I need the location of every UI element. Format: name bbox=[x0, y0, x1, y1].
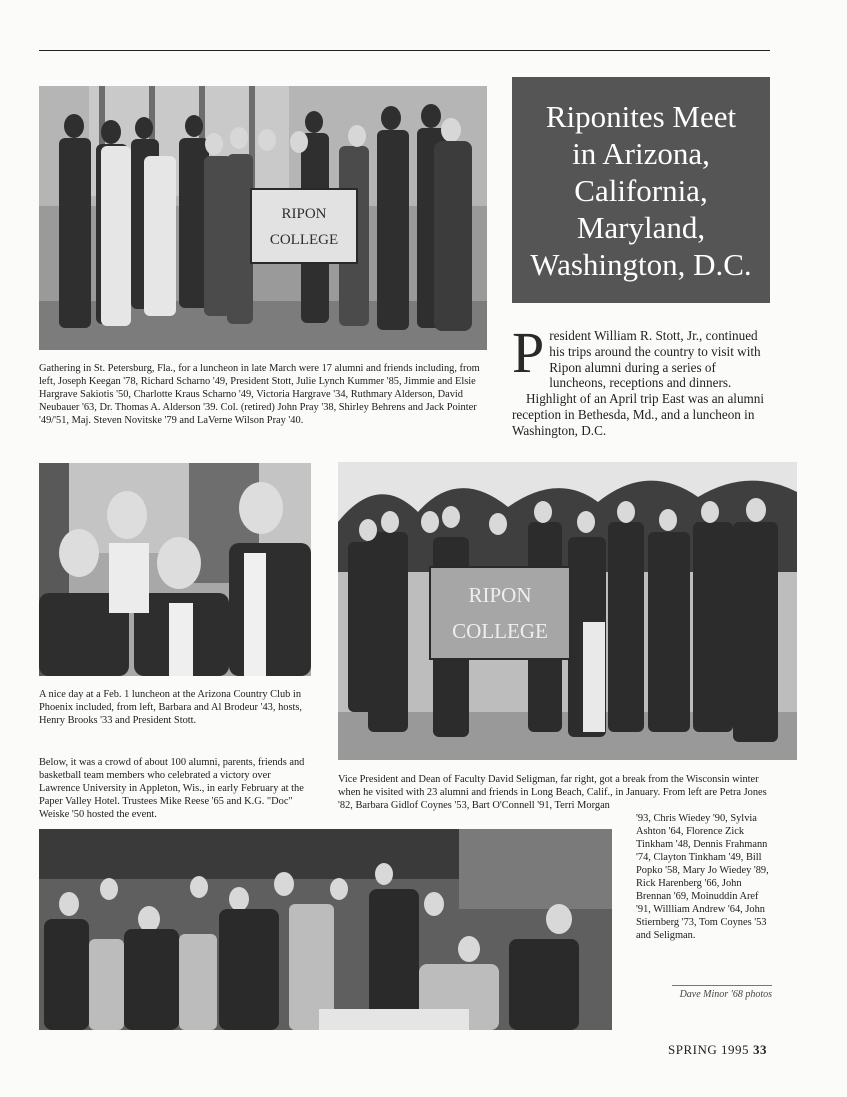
california-caption-continued: '93, Chris Wiedey '90, Sylvia Ashton '64, Florence Zick Tinkham '48, Dennis Frahmann '74, Clayton Tinkham '49, Bill Popko '58, Mary Jo Wiedey '89, Rick Harenberg '66, John Brennan '69, Moinuddin Aref '91, Willliam Andrew '64, John Stiernberg '73, Tom Coynes '53 and Seligman. bbox=[636, 813, 769, 941]
article-title bbox=[530, 98, 751, 283]
florida-caption: Gathering in St. Petersburg, Fla., for a luncheon in late March were 17 alumni and friends including, from left, Joseph Keegan '78, Richard Scharno '49, President Stott, Julie Lynch Kummer '85, Jimmie and Elsie Hargrave Sakiotis '50, Charlotte Kraus Scharno '49, Victoria Hargrave '34, Ruthmary Alderson, David Neubauer '63, Dr. Thomas A. Alderson '39. Col. (retired) John Pray '38, Shirley Behrens and Jack Pointer '49/'51, Maj. Steven Novitske '79 and LaVerne Wilson Pray '40. bbox=[39, 363, 480, 426]
arizona-caption: A nice day at a Feb. 1 luncheon at the Arizona Country Club in Phoenix included, from left, Barbara and Al Brodeur '43, hosts, Henry Brooks '33 and President Stott. bbox=[39, 689, 303, 726]
title-line-4: Maryland, bbox=[576, 209, 706, 245]
title-line-1: Riponites Meet bbox=[545, 98, 737, 134]
california-group-photo bbox=[338, 462, 797, 760]
appleton-crowd-photo bbox=[39, 829, 612, 1030]
top-rule bbox=[39, 50, 770, 51]
arizona-photo bbox=[39, 463, 311, 676]
title-line-5: Washington, D.C. bbox=[530, 246, 752, 282]
california-caption: Vice President and Dean of Faculty David Seligman, far right, got a break from the Wisconsin winter when he visited with 23 alumni and friends in Long Beach, Calif., in January. From left are Petra Jones '82, Barbara Gidlof Coynes '53, Bart O'Connell '91, Terri Morgan bbox=[338, 774, 767, 811]
issue-label: SPRING 1995 bbox=[668, 1042, 749, 1057]
florida-group-photo bbox=[39, 86, 487, 350]
california-banner-college: COLLEGE bbox=[452, 619, 548, 643]
title-line-2: in Arizona, bbox=[572, 135, 710, 171]
intro-paragraph-2: Highlight of an April trip East was an alumni reception in Bethesda, Md., and a luncheon in Washington, D.C. bbox=[512, 391, 765, 438]
florida-banner-ripon: RIPON bbox=[281, 206, 327, 222]
page-footer bbox=[668, 1042, 767, 1058]
article-title-box bbox=[512, 77, 770, 303]
drop-cap: P bbox=[512, 320, 545, 385]
photo-credit: Dave Minor '68 photos bbox=[672, 985, 772, 1000]
title-line-3: California, bbox=[574, 172, 708, 208]
california-banner-ripon: RIPON bbox=[468, 583, 532, 607]
appleton-caption: Below, it was a crowd of about 100 alumni, parents, friends and basketball team members who celebrated a victory over Lawrence University in Appleton, Wis., in early February at the Paper Valley Hotel. Trustees Mike Reese '65 and K.G. "Doc" Weiske '50 hosted the event. bbox=[39, 757, 305, 820]
page-number: 33 bbox=[753, 1042, 767, 1057]
intro-paragraph-1: resident William R. Stott, Jr., continued his trips around the country to visit with Ripon alumni during a series of luncheons, receptions and dinners. bbox=[549, 328, 761, 391]
florida-banner-college: COLLEGE bbox=[269, 232, 339, 248]
intro-text bbox=[512, 320, 774, 439]
